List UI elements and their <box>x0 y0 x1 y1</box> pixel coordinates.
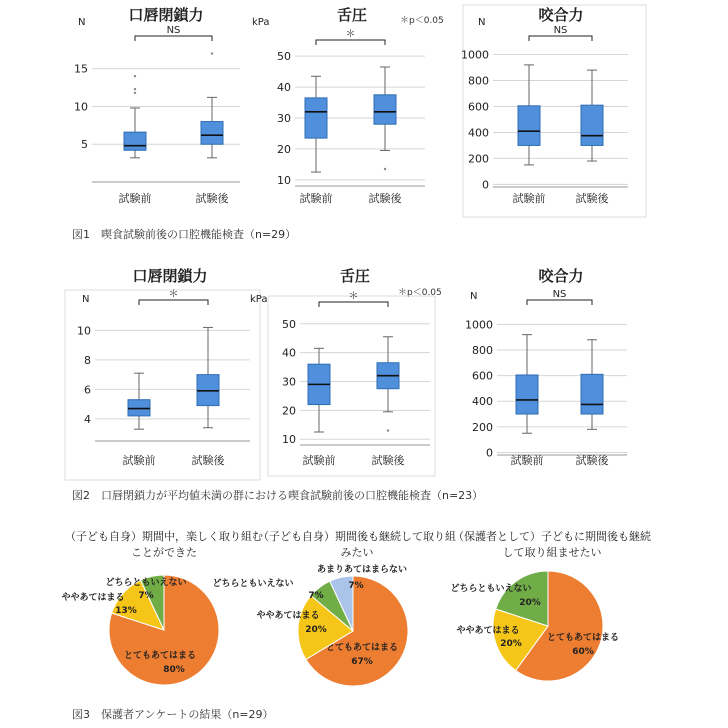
f3-pie2-slice-label: ややあてはまる <box>256 611 320 621</box>
f2-c3-unit-label: N <box>470 291 478 302</box>
f2-c2-ytick: 50 <box>282 317 296 331</box>
f2-c1-ytick: 8 <box>84 353 91 367</box>
f1-c3-frame <box>463 5 646 217</box>
f1-c2-category-label: 試験前 <box>299 192 333 205</box>
f1-c2-outlier <box>384 168 386 170</box>
f1-c2-box <box>374 95 396 124</box>
f2-c3-box <box>516 375 538 414</box>
caption-fig1: 図1 喫食試験前後の口腔機能検査（n=29） <box>72 228 297 241</box>
f3-pie3-slice-label: ややあてはまる <box>456 626 520 636</box>
f3-pie3-title-line1: （保護者として）子どもに期間後も継続 <box>453 530 651 543</box>
f2-c1-category-label: 試験後 <box>191 454 225 467</box>
f1-c2-ytick: 20 <box>277 142 291 156</box>
f2-c3-category-label: 試験前 <box>510 454 544 467</box>
f1-c3-significance-label: NS <box>553 25 568 36</box>
f1-c1-outlier <box>211 52 213 54</box>
f3-pie1-title-line2: ことができた <box>131 546 197 559</box>
f1-c3-ytick: 400 <box>468 126 489 140</box>
f1-c3-box <box>518 106 540 146</box>
f2-c3-significance-bracket <box>527 300 592 305</box>
f2-c1-ytick: 4 <box>84 412 91 426</box>
f1-c2-unit-label: kPa <box>252 17 270 28</box>
f1-c3-ytick: 200 <box>468 152 489 166</box>
f1-c3-category-label: 試験後 <box>575 192 609 205</box>
f3-pie2-slice-value: 67% <box>351 657 373 667</box>
f1-c1-category-label: 試験前 <box>118 192 152 205</box>
f1-c1-ytick: 5 <box>81 138 88 152</box>
f2-c2-ytick: 10 <box>282 433 296 447</box>
f2-c1-frame <box>65 290 260 480</box>
f1-c2-ytick: 50 <box>277 50 291 64</box>
f3-pie3-slice-value: 60% <box>572 647 594 657</box>
f2-c2-unit-label: kPa <box>250 294 268 305</box>
f3-pie2-slice-value: 20% <box>305 625 327 635</box>
f1-c1-category-label: 試験後 <box>195 192 229 205</box>
f1-c1-ytick: 15 <box>74 62 88 76</box>
f3-pie2-slice-label: とてもあてはまる <box>325 643 399 653</box>
f2-c1-significance-bracket <box>139 300 208 305</box>
f1-c1-ytick: 10 <box>74 100 88 114</box>
f2-c3-ytick: 600 <box>472 369 493 383</box>
caption-fig3: 図3 保護者アンケートの結果（n=29） <box>72 708 274 721</box>
f3-pie1-slice-value: 7% <box>138 591 154 601</box>
significance-note-fig1: ＊p＜0.05 <box>400 16 444 26</box>
f1-c3-significance-bracket <box>529 36 592 41</box>
f3-pie2-slice-value: 7% <box>348 581 364 591</box>
f1-c1-significance-label: NS <box>166 25 181 36</box>
f1-c1-title: 口唇閉鎖力 <box>128 6 204 24</box>
f2-c2-category-label: 試験前 <box>302 454 336 467</box>
f1-c3-title: 咬合力 <box>538 6 584 24</box>
caption-fig2: 図2 口唇閉鎖力が平均値未満の群における喫食試験前後の口腔機能検査（n=23） <box>72 489 484 502</box>
f2-c2-ytick: 30 <box>282 375 296 389</box>
f3-pie3-slice-value: 20% <box>519 598 541 608</box>
f1-c1-outlier <box>134 92 136 94</box>
f1-c1-box <box>201 122 223 145</box>
f1-c2-category-label: 試験後 <box>368 192 402 205</box>
f3-pie1-slice-value: 80% <box>163 665 185 675</box>
f1-c3-box <box>581 105 603 145</box>
f2-c1-ytick: 10 <box>77 324 91 338</box>
f3-pie2-title-line1: （子ども自身）期間後も継続して取り組 <box>258 530 456 543</box>
f3-pie1-slice-label: どちらともいえない <box>105 578 187 588</box>
f3-pie3-title-line2: して取り組ませたい <box>502 546 602 559</box>
f2-c2-ytick: 20 <box>282 404 296 418</box>
f3-pie3-slice-label: とてもあてはまる <box>546 633 620 643</box>
f1-c2-box <box>305 98 327 138</box>
f1-c3-ytick: 600 <box>468 100 489 114</box>
f1-c3-category-label: 試験前 <box>512 192 546 205</box>
f3-pie2-slice-label: どちらともいえない <box>212 579 294 589</box>
f2-c2-ytick: 40 <box>282 346 296 360</box>
f1-c1-unit-label: N <box>78 17 86 28</box>
f1-c1-significance-bracket <box>135 36 212 41</box>
f2-c2-outlier <box>387 429 389 431</box>
f1-c2-significance-bracket <box>316 40 385 45</box>
f1-c3-unit-label: N <box>478 17 486 28</box>
f3-pie3-slice-label: どちらともいえない <box>450 584 532 594</box>
f2-c1-ytick: 6 <box>84 383 91 397</box>
f1-c2-ytick: 40 <box>277 81 291 95</box>
f1-c2-title: 舌圧 <box>336 6 368 24</box>
f2-c1-unit-label: N <box>82 294 90 305</box>
f2-c3-title: 咬合力 <box>538 267 584 285</box>
f3-pie1-slice-label: とてもあてはまる <box>123 651 197 661</box>
f2-c2-significance-bracket <box>319 302 388 307</box>
f1-c3-ytick: 0 <box>482 178 489 192</box>
f2-c3-ytick: 400 <box>472 395 493 409</box>
f3-pie2-slice-value: 7% <box>308 591 324 601</box>
f2-c2-title: 舌圧 <box>339 267 371 285</box>
f1-c2-significance-label: ＊ <box>345 29 356 40</box>
f3-pie2-slice-label: あまりあてはまらない <box>316 565 408 575</box>
f2-c3-ytick: 800 <box>472 344 493 358</box>
f2-c3-category-label: 試験後 <box>575 454 609 467</box>
f2-c1-category-label: 試験前 <box>122 454 156 467</box>
f3-pie3-slice-value: 20% <box>500 639 522 649</box>
f1-c1-box <box>124 132 146 150</box>
f1-c3-ytick: 800 <box>468 74 489 88</box>
f2-c3-ytick: 200 <box>472 420 493 434</box>
f3-pie1-title-line1: （子ども自身）期間中，楽しく取り組む <box>65 530 263 543</box>
f3-pie1-slice-label: ややあてはまる <box>61 593 125 603</box>
f2-c1-significance-label: ＊ <box>168 289 179 300</box>
f2-c3-box <box>581 374 603 414</box>
f2-c3-significance-label: NS <box>552 289 567 300</box>
f2-c1-title: 口唇閉鎖力 <box>132 267 208 285</box>
f1-c1-outlier <box>134 88 136 90</box>
f1-c2-ytick: 30 <box>277 112 291 125</box>
f3-pie1-slice-value: 13% <box>115 606 137 616</box>
f2-c2-category-label: 試験後 <box>371 454 405 467</box>
f2-c3-ytick: 1000 <box>465 318 493 332</box>
f2-c2-significance-label: ＊ <box>348 291 359 302</box>
f2-c3-ytick: 0 <box>486 446 493 460</box>
f3-pie2-title-line2: みたい <box>340 546 374 559</box>
f1-c1-outlier <box>134 75 136 77</box>
f1-c3-ytick: 1000 <box>461 48 489 62</box>
significance-note-fig2: ＊p＜0.05 <box>398 288 442 298</box>
f1-c2-ytick: 10 <box>277 173 291 187</box>
